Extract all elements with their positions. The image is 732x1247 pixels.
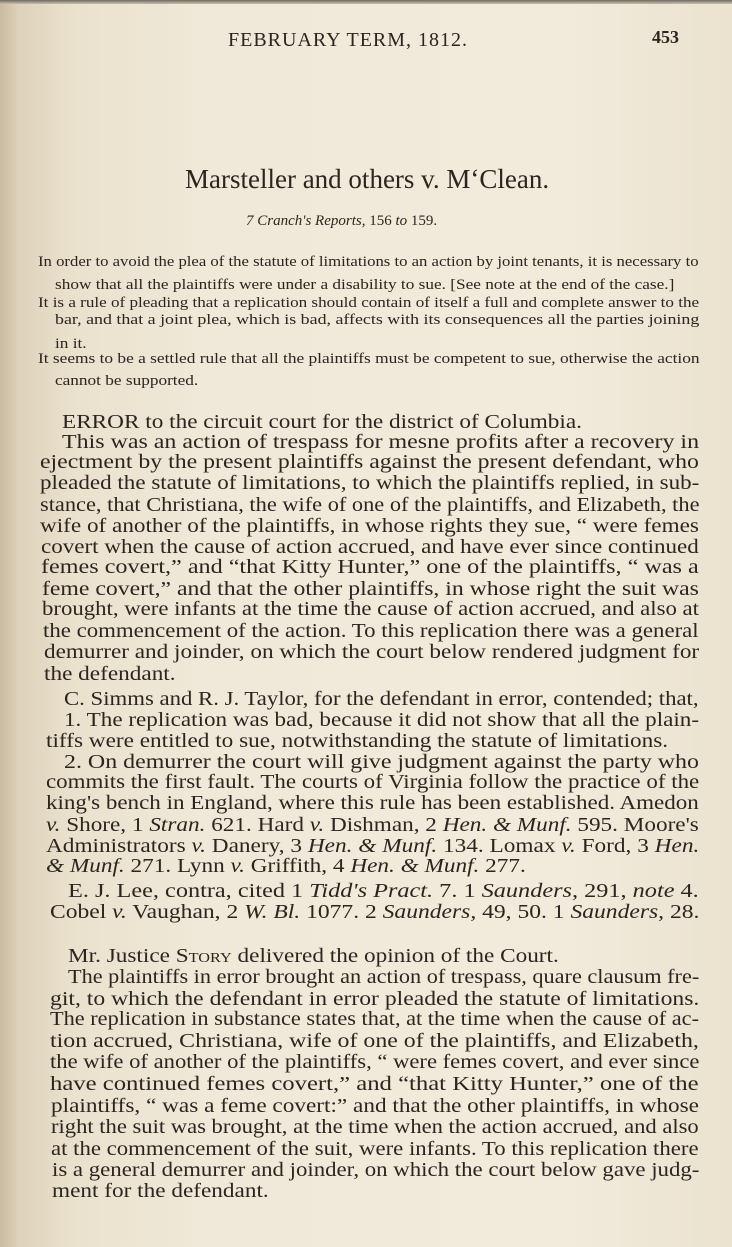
body-line (40, 473, 699, 493)
body-line (52, 1160, 699, 1180)
headnote-line (55, 313, 699, 328)
italic-run: v. (46, 814, 61, 836)
text-run: the commencement of the action. To this replication there was a general (43, 620, 699, 642)
text-run: 134. Lomax (437, 835, 562, 857)
italic-run: & Munf. (46, 855, 125, 877)
text-run: demurrer and joinder, on which the court below rendered judgment for (44, 641, 700, 663)
text-run: have continued femes covert,” and “that Kitty Hunter,” one of the (50, 1073, 699, 1095)
text-run: It seems to be a settled rule that all the plaintiffs must be competent to sue, otherwise the action (38, 350, 700, 367)
italic-run: note (632, 880, 675, 902)
italic-run: v. (230, 855, 245, 877)
text-run: Danery, 3 (205, 835, 308, 857)
case-citation (246, 214, 437, 229)
italic-run: Hen. & Munf. (307, 835, 438, 857)
body-line (41, 557, 699, 577)
body-line (50, 1052, 699, 1072)
body-line (62, 412, 582, 432)
italic-run: v. (561, 835, 576, 857)
body-line (42, 599, 699, 619)
body-line (64, 710, 699, 730)
text-run: C. Simms and R. J. Taylor, for the defendant in error, contended; that, (64, 688, 699, 710)
italic-run: v. (112, 901, 127, 923)
italic-run: Hen. & Munf. (442, 814, 572, 836)
body-line (46, 815, 699, 835)
text-run: Administrators (46, 835, 192, 857)
headnote-line (55, 278, 674, 293)
text-run: in it. (55, 335, 87, 352)
headnote-line (55, 337, 87, 352)
text-run: delivered the opinion of the Court. (231, 945, 559, 967)
case-title: Marsteller and others v. M‘Clean. (185, 164, 550, 194)
page-top-edge (0, 0, 732, 4)
body-line (46, 772, 699, 792)
italic-run: Tidd's Pract. (309, 880, 434, 902)
headnote-line (38, 352, 700, 367)
text-run: stance, that Christiana, the wife of one of the plaintiffs, and Elizabeth, the (40, 494, 700, 516)
text-run: wife of another of the plaintiffs, in whose rights they sue, “ were femes (40, 515, 699, 537)
text-run: 291, (578, 880, 633, 902)
italic-run: Hen. (654, 835, 700, 857)
headnote-line (55, 374, 198, 389)
italic-run: 7 Cranch's Reports, (246, 213, 366, 229)
italic-run: W. Bl. (244, 901, 301, 923)
text-run: Dishman, 2 (324, 814, 443, 836)
text-run: tiffs were entitled to sue, notwithstanding the statute of limitations. (46, 730, 669, 752)
text-run: pleaded the statute of limitations, to which the plaintiffs replied, in sub- (40, 472, 700, 494)
text-run: brought, were infants at the time the cause of action accrued, and also at (42, 598, 699, 620)
text-run: 159. (407, 213, 438, 229)
italic-run: Saunders, (481, 880, 579, 902)
text-run: 156 (365, 213, 396, 229)
text-run: It is a rule of pleading that a replication should contain of itself a full and complete answer to the (38, 294, 700, 311)
text-run: bar, and that a joint plea, which is bad, affects with its consequences all the parties joining (55, 311, 700, 328)
body-line (50, 1009, 699, 1029)
running-title: FEBRUARY TERM, 1812. (228, 29, 469, 51)
text-run: 1077. 2 (300, 901, 383, 923)
body-line (52, 1181, 269, 1201)
text-run: 4. (674, 880, 699, 902)
body-line (46, 836, 699, 856)
text-run: ERROR to the circuit court for the district of Columbia. (62, 411, 582, 433)
body-line (62, 432, 699, 452)
text-run: commits the first fault. The courts of Virginia follow the practice of the (46, 771, 700, 793)
body-line (50, 1074, 699, 1094)
body-line (64, 752, 699, 772)
body-line (64, 689, 699, 709)
body-line (44, 642, 699, 662)
text-run: Vaughan, 2 (126, 901, 245, 923)
text-run: Griffith, 4 (244, 855, 351, 877)
text-run: tion accrued, Christiana, wife of one of the plaintiffs, and Elizabeth, (50, 1030, 699, 1052)
text-run: Shore, 1 (60, 814, 150, 836)
headnote-line (38, 296, 699, 311)
text-run: cannot be supported. (55, 372, 199, 389)
body-line (50, 1031, 699, 1051)
body-line (68, 967, 699, 987)
body-line (41, 537, 699, 557)
text-run: 595. Moore's (571, 814, 699, 836)
body-line (50, 989, 699, 1009)
body-line (46, 731, 668, 751)
text-run: the defendant. (44, 663, 176, 685)
text-run: The replication in substance states that, at the time when the cause of ac- (50, 1008, 700, 1030)
body-line (40, 516, 699, 536)
text-run: show that all the plaintiffs were under a disability to sue. [See note at the end of the case.] (55, 276, 675, 293)
text-run: git, to which the defendant in error pleaded the statute of limitations. (50, 988, 700, 1010)
text-run: 2. On demurrer the court will give judgment against the party who (64, 751, 699, 773)
body-line (46, 793, 699, 813)
body-line (46, 856, 526, 876)
body-line (43, 621, 699, 641)
body-line (50, 902, 699, 922)
body-line (68, 946, 559, 966)
text-run: Cobel (50, 901, 113, 923)
body-line (68, 881, 699, 901)
text-run: covert when the cause of action accrued, and have ever since continued (41, 536, 699, 558)
text-run: right the suit was brought, at the time when the action accrued, and also (51, 1116, 699, 1138)
text-run: 271. Lynn (124, 855, 231, 877)
italic-run: Hen. & Munf. (350, 855, 480, 877)
text-run: 277. (479, 855, 526, 877)
italic-run: to (395, 213, 408, 229)
italic-run: v. (191, 835, 206, 857)
text-run: 1. The replication was bad, because it did not show that all the plain- (64, 709, 700, 731)
body-line (51, 1117, 699, 1137)
body-line (42, 579, 699, 599)
text-run: Ford, 3 (575, 835, 655, 857)
italic-run: v. (309, 814, 325, 836)
italic-run: Saunders, (570, 901, 665, 923)
text-run: 28. (664, 901, 700, 923)
text-run: at the commencement of the suit, were infants. To this replication there (51, 1138, 699, 1160)
text-run: In order to avoid the plea of the statute of limitations to an action by joint tenants, it is necessary to (38, 253, 699, 270)
italic-run: Saunders, (382, 901, 477, 923)
text-run: the wife of another of the plaintiffs, “ were femes covert, and ever since (50, 1051, 700, 1073)
body-line (51, 1139, 699, 1159)
text-run: feme covert,” and that the other plaintiffs, in whose right the suit was (42, 578, 699, 600)
italic-run: Stran. (149, 814, 206, 836)
headnote-line (38, 255, 699, 270)
text-run: ment for the defendant. (52, 1180, 269, 1202)
text-run: is a general demurrer and joinder, on which the court below gave judg- (52, 1159, 700, 1181)
text-run: 7. 1 (433, 880, 482, 902)
text-run: E. J. Lee, contra, cited 1 (68, 880, 310, 902)
body-line (40, 495, 700, 515)
text-run: 621. Hard (205, 814, 310, 836)
text-run: king's bench in England, where this rule has been established. Amedon (46, 792, 699, 814)
body-line (40, 452, 699, 472)
small-caps-run: Story (175, 945, 232, 967)
body-line (51, 1096, 699, 1116)
text-run: Mr. Justice (68, 945, 176, 967)
text-run: This was an action of trespass for mesne profits after a recovery in (62, 431, 700, 453)
text-run: 49, 50. 1 (476, 901, 571, 923)
text-run: ejectment by the present plaintiffs against the present defendant, who (40, 451, 699, 473)
body-line (44, 664, 176, 684)
text-run: plaintiffs, “ was a feme covert:” and that the other plaintiffs, in whose (51, 1095, 699, 1117)
text-run: femes covert,” and “that Kitty Hunter,” one of the plaintiffs, “ was a (41, 556, 699, 578)
page-number: 453 (652, 27, 679, 47)
text-run: The plaintiffs in error brought an action of trespass, quare clausum fre- (68, 966, 700, 988)
